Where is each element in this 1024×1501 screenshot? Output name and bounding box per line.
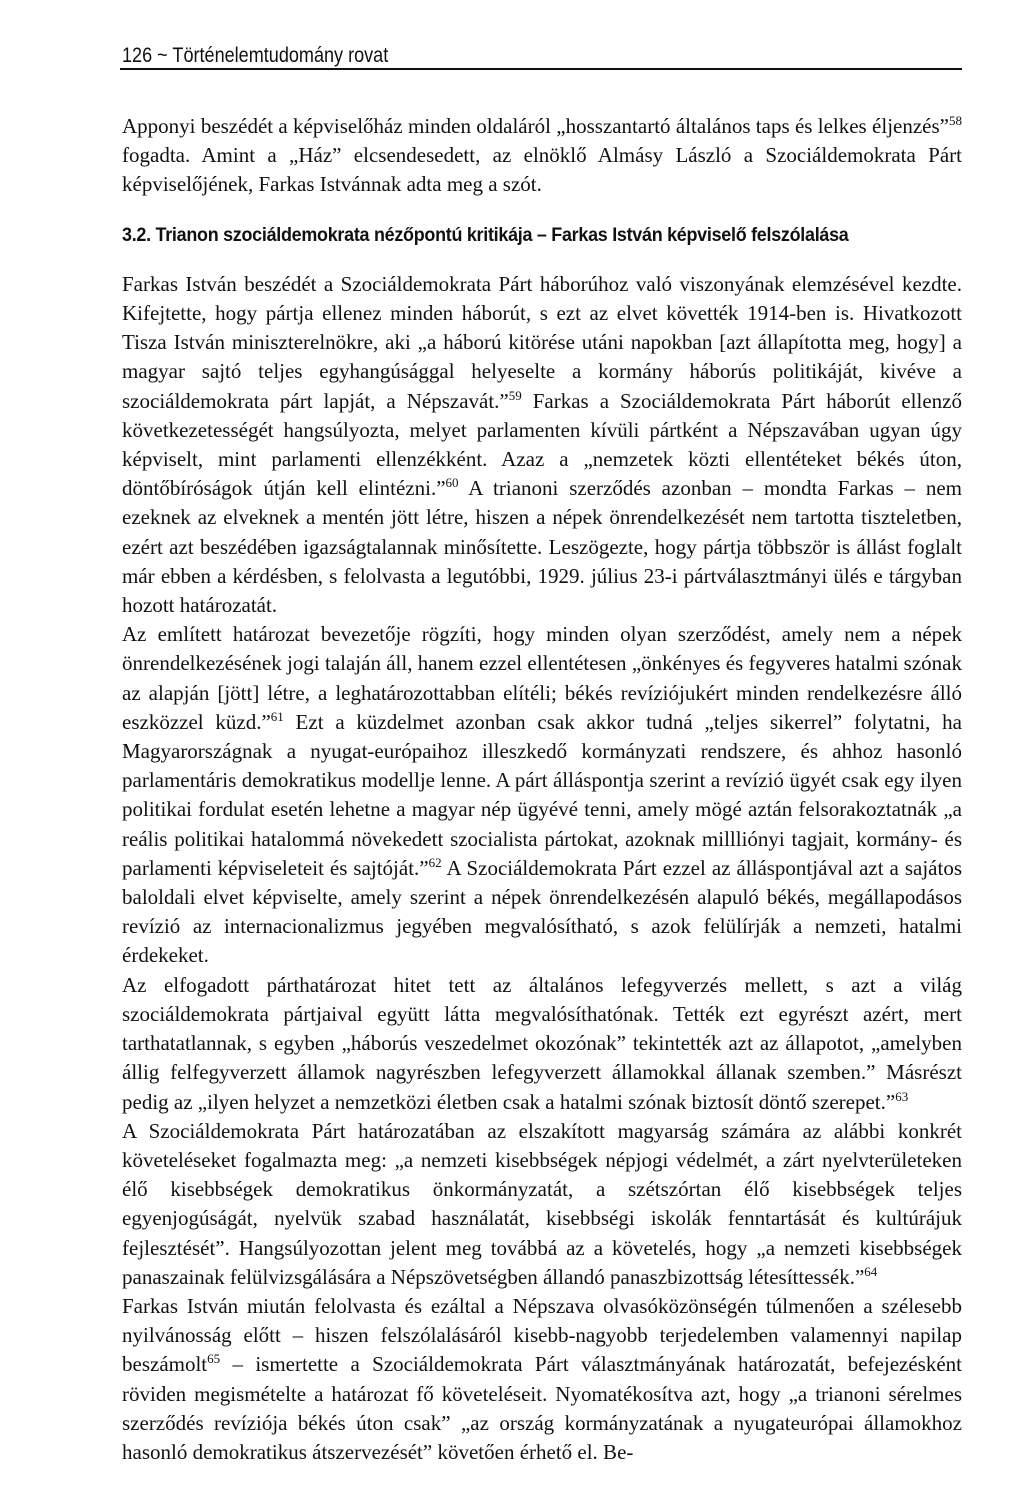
paragraph-5: A Szociáldemokrata Párt határozatában az elszakított magyarság számára az alábbi konkrét követeléseket fogalmazta meg: „a nemzeti kisebbségek népjogi védelmét, a zárt nyelvterületeken élő kisebbségek demokratikus önkormányzatát, a szétszórtan élő kisebbségek teljes egyenjogúságát, nyelvük szabad használatát, kisebbségi iskolák fenntartását és kultúrájuk fejlesztését”. Hangsúlyozottan jelent meg továbbá az a követelés, hogy „a nemzeti kisebbségek panaszainak felülvizsgálására a Népszövetségben állandó panaszbizottság létesíttessék.”$^{64}$ [122, 1118, 962, 1289]
header-separator: ~ [157, 44, 168, 67]
footnote-ref: 65 [207, 1351, 221, 1367]
footnote-ref: 62 [428, 854, 442, 870]
paragraph-3: Az említett határozat bevezetője rögzíti, hogy minden olyan szerződést, amely nem a népek önrendelkezésének jogi talaján áll, hanem ezzel ellentétesen „önkényes és fegyveres hatalmi szónak az alapján [jött] létre, a leghatározottabban elítéli; békés revíziójukért minden rendelkezésre álló eszközzel küzd.”$^{61}$ Ezt a küzdelmet azonban csak akkor tudná „teljes sikerrel” folytatni, ha Magyarországnak a nyugat-európaihoz illeszkedő kormányzati rendszere, és ahhoz hasonló parlamentáris demokratikus modellje lenne. A párt álláspontja szerint a revízió ügyét csak egy ilyen politikai fordulat esetén lehetne a magyar nép ügyévé tenni, amely mögé aztán felsorakoztatnák „a reális politikai hatalommá növekedett szocialista pártokat, azoknak millliónyi tagjait, kormány- és parlamenti képviseleteit és sajtóját.”$^{62}$ A Szociáldemokrata Párt ezzel az álláspontjával azt a sajátos baloldali elvet képviselte, amely szerint a népek önrendelkezésén alapuló békés, megállapodásos revízió az internacionalizmus jegyében megvalósítható, s azok felülírják a nemzeti, hatalmi érdekeket. [122, 622, 963, 968]
paragraph-4: Az elfogadott párthatározat hitet tett az általános lefegyverzés mellett, s azt a világ szociáldemokrata pártjaival együtt látta megvalósíthatónak. Tették ezt egyrészt azért, mert tarthatatlannak, s egyben „háborús veszedelmet okozónak” tekintették azt az állapotot, „amelyben állig felfegyverzett államok nagyrészben lefegyverzett államokkal állanak szemben.” Másrészt pedig az „ilyen helyzet a nemzetközi életben csak a hatalmi szónak biztosít döntő szerepet.”$^{63}$ [122, 972, 962, 1114]
paragraph-1: Apponyi beszédét a képviselőház minden oldaláról „hosszantartó általános taps és lelkes éljenzés”$^{58}$ fogadta. Amint a „Ház” elcsendesedett, az elnöklő Almásy László a Szociáldemokrata Párt képviselőjének, Farkas Istvánnak adta meg a szót. [122, 113, 962, 197]
body-text [122, 112, 962, 1467]
section-heading: 3.2. Trianon szociáldemokrata nézőpontú kritikája – Farkas István képviselő felszólalása [122, 223, 849, 246]
paragraph-2: Farkas István beszédét a Szociáldemokrata Párt háborúhoz való viszonyának elemzésével kezdte. Kifejtette, hogy pártja ellenez minden háborút, s ezt az elvet követték 1914-ben is. Hivatkozott Tisza István miniszterelnökre, aki „a háború kitörése utáni napokban [azt állapította meg, hogy] a magyar sajtó teljes egyhangúsággal helyeselte a kormány háborús politikáját, kivéve a szociáldemokrata párt lapját, a Népszavát.”$^{59}$ Farkas a Szociáldemokrata Párt háborút ellenző következetességét hangsúlyozta, melyet parlamenten kívüli pártként a Népszavában ugyan úgy képviselt, mint parlamenti ellenzékként. Azaz a „nemzetek közti ellentéteket békés úton, döntőbíróságok útján kell elintézni.”$^{60}$ A trianoni szerződés azonban – mondta Farkas – nem ezeknek az elveknek a mentén jött létre, hiszen a népek önrendelkezését nem tartotta tiszteletben, ezért azt beszédében igazságtalannak minősítette. Leszögezte, hogy pártja többször is állást foglalt már ebben a kérdésben, s felolvasta a legutóbbi, 1929. július 23-i pártválasztmányi ülés e tárgyban hozott határozatát. [122, 271, 962, 618]
footnote-ref: 63 [895, 1088, 909, 1104]
header-rule [120, 68, 962, 70]
footnote-ref: 60 [445, 475, 459, 491]
page-number: 126 [122, 44, 153, 67]
paragraph-6: Farkas István miután felolvasta és ezáltal a Népszava olvasóközönségén túlmenően a szélesebb nyilvánosság előtt – hiszen felszólalásáról kisebb-nagyobb terjedelemben valamennyi napilap beszámolt$^{65}$ – ismertette a Szociáldemokrata Párt választmányának határozatát, befejezésként röviden megismételte a határozat fő követeléseit. Nyomatékosítva azt, hogy „a trianoni sérelmes szerződés revíziója békés úton csak” „az ország kormányzatának a nyugateurópai államokhoz hasonló demokratikus átszervezését” követően érhető el. Be- [122, 1293, 962, 1464]
running-header [122, 44, 844, 68]
footnote-ref: 58 [949, 113, 962, 128]
section-title: Történelemtudomány rovat [172, 44, 389, 67]
footnote-ref: 61 [270, 708, 284, 724]
footnote-ref: 64 [864, 1263, 878, 1279]
footnote-ref: 59 [508, 387, 522, 403]
